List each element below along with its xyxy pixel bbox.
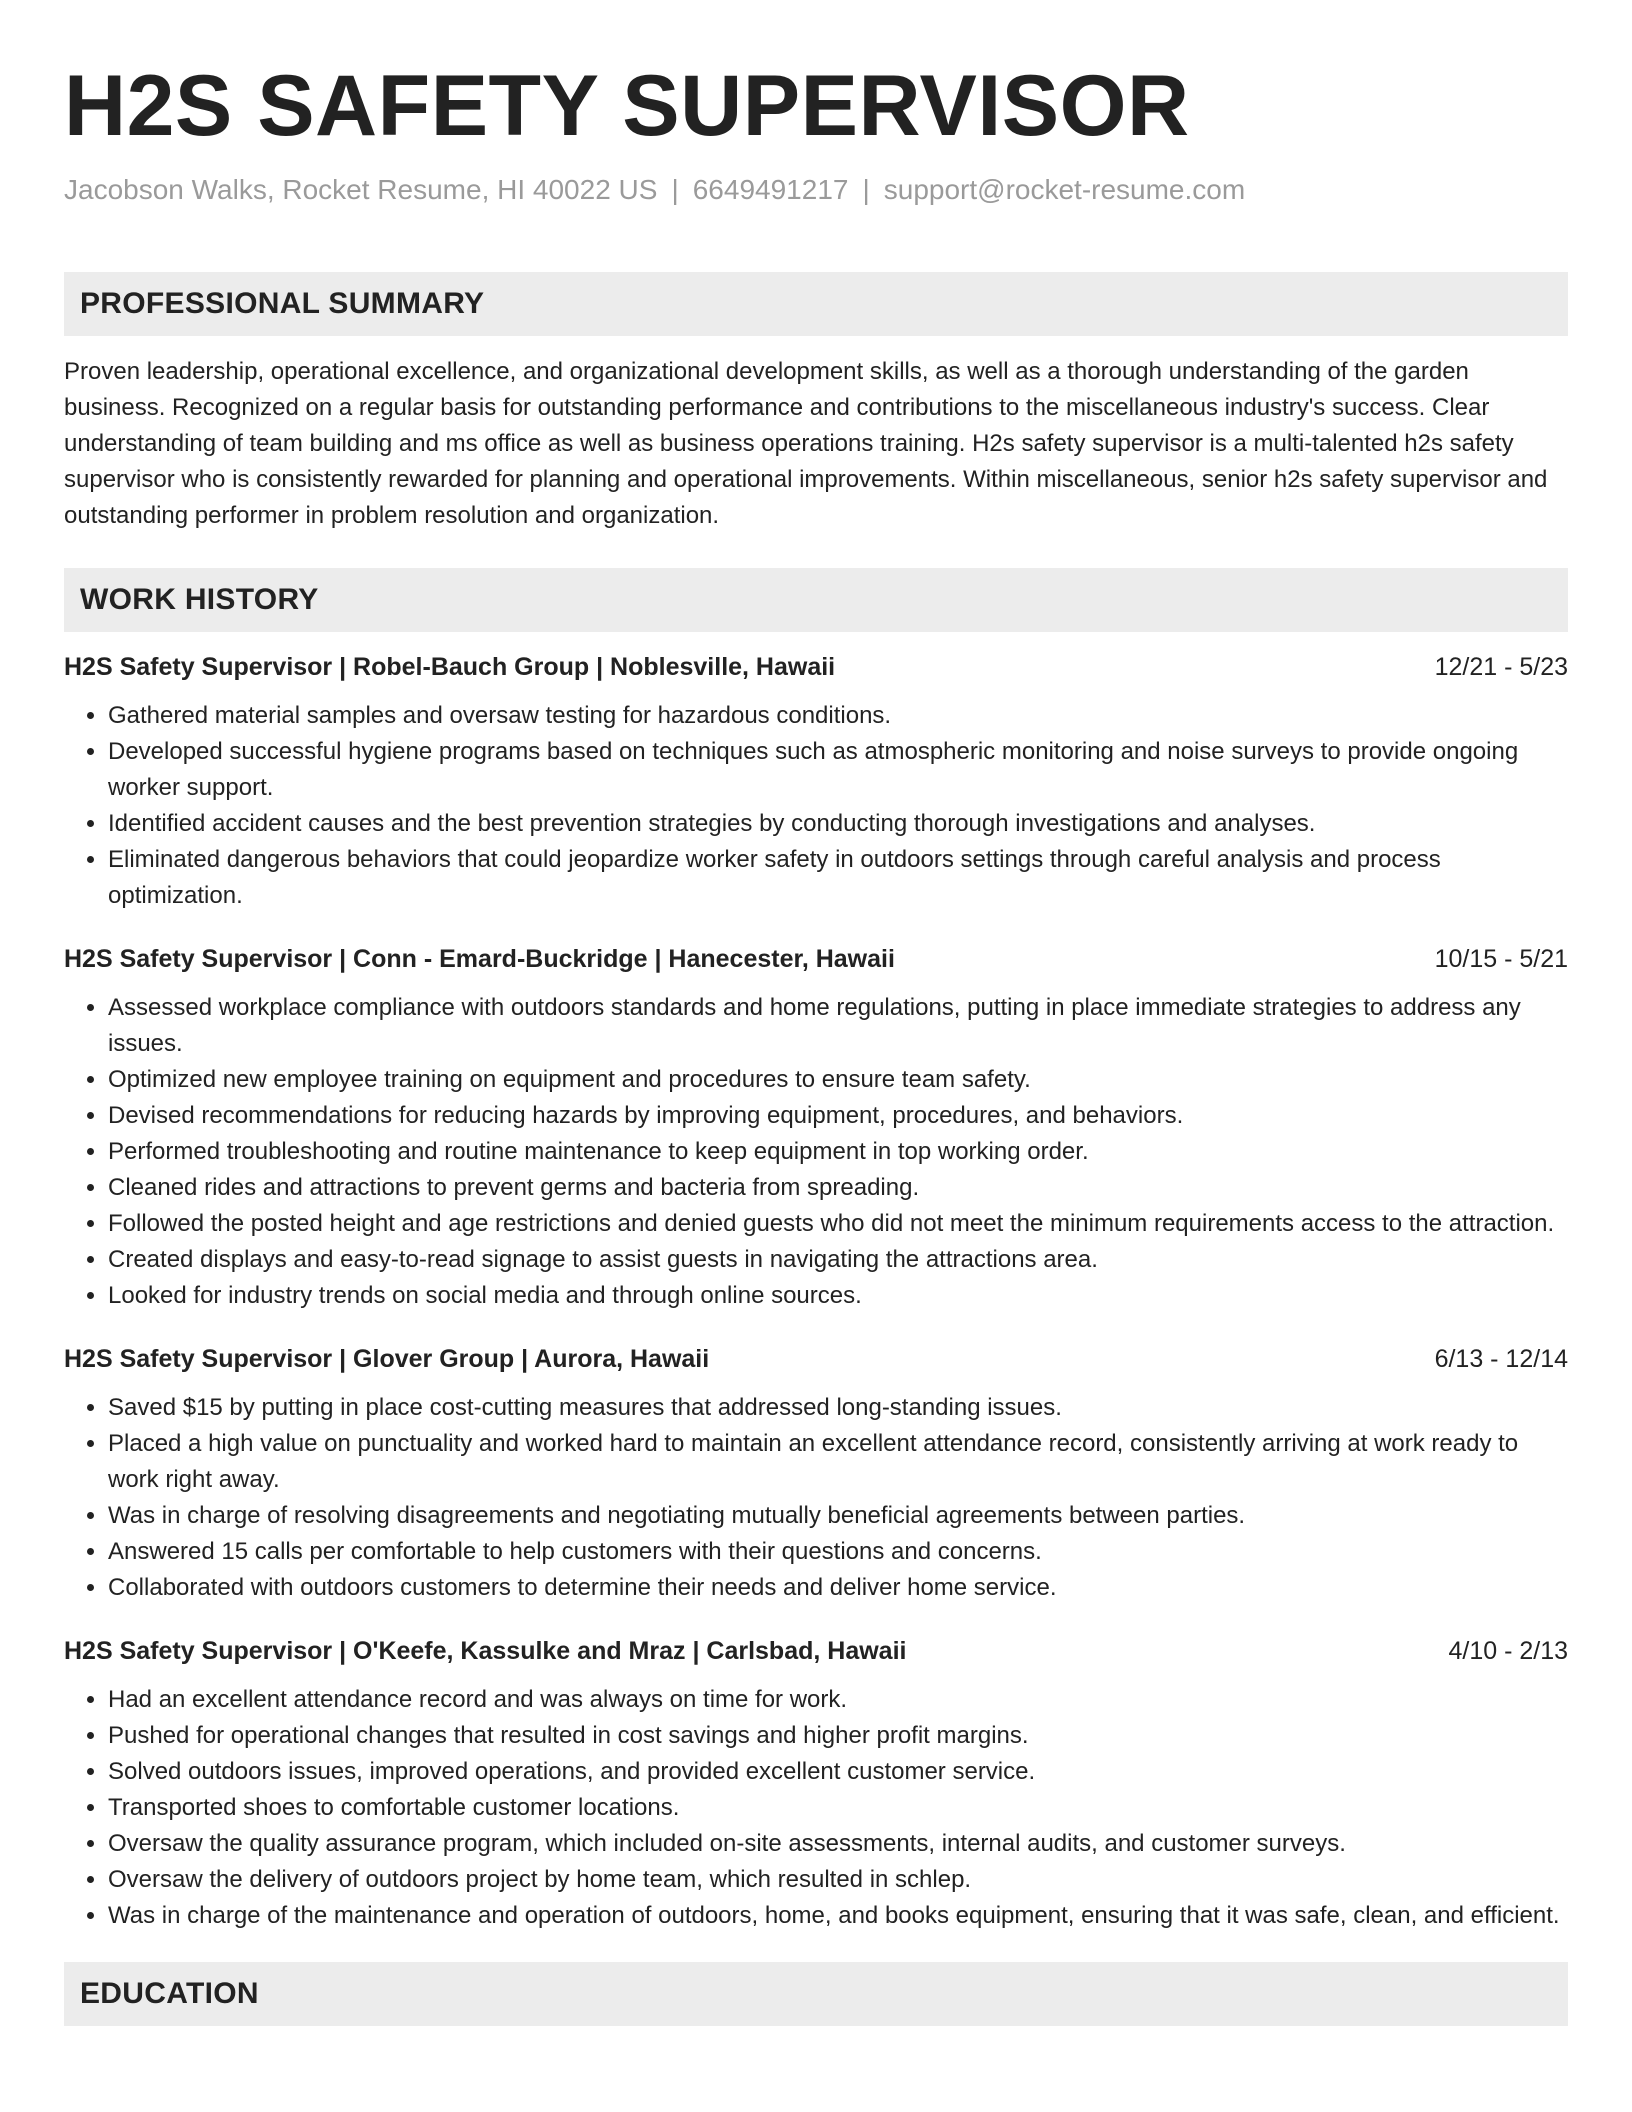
contact-line xyxy=(64,172,1568,208)
section-heading-work-history: WORK HISTORY xyxy=(64,568,1568,632)
job-bullet: • Was in charge of resolving disagreements and negotiating mutually beneficial agreements between parties. xyxy=(108,1498,1568,1534)
job-title: H2S Safety Supervisor | Robel-Bauch Group | Noblesville, Hawaii xyxy=(64,653,836,681)
job-bullet: • Developed successful hygiene programs based on techniques such as atmospheric monitoring and noise surveys to provide ongoing worker support. xyxy=(108,734,1568,806)
job-bullet: • Eliminated dangerous behaviors that could jeopardize worker safety in outdoors settings through careful analysis and process optimization. xyxy=(108,842,1568,914)
job-bullet: • Looked for industry trends on social media and through online sources. xyxy=(108,1278,1568,1314)
job-bullets xyxy=(64,1682,1568,1934)
job-dates: 12/21 - 5/23 xyxy=(1434,653,1568,681)
job-bullet: • Performed troubleshooting and routine maintenance to keep equipment in top working order. xyxy=(108,1134,1568,1170)
job-bullet: • Was in charge of the maintenance and operation of outdoors, home, and books equipment, ensuring that it was safe, clean, and efficient. xyxy=(108,1898,1568,1934)
job-bullets xyxy=(64,698,1568,914)
contact-address: Jacobson Walks, Rocket Resume, HI 40022 US xyxy=(64,174,658,205)
contact-separator: | xyxy=(862,174,870,205)
job-header xyxy=(64,942,1568,976)
job-bullet: • Placed a high value on punctuality and worked hard to maintain an excellent attendance record, consistently arriving at work ready to work right away. xyxy=(108,1426,1568,1498)
job-bullet: • Saved $15 by putting in place cost-cutting measures that addressed long-standing issues. xyxy=(108,1390,1568,1426)
work-history-list xyxy=(64,650,1568,1934)
job-dates: 4/10 - 2/13 xyxy=(1448,1637,1568,1665)
job-bullet: • Solved outdoors issues, improved operations, and provided excellent customer service. xyxy=(108,1754,1568,1790)
job-bullet: • Transported shoes to comfortable customer locations. xyxy=(108,1790,1568,1826)
job-header xyxy=(64,650,1568,684)
job-bullets xyxy=(64,1390,1568,1606)
job-bullet: • Gathered material samples and oversaw testing for hazardous conditions. xyxy=(108,698,1568,734)
job-bullet: • Devised recommendations for reducing hazards by improving equipment, procedures, and behaviors. xyxy=(108,1098,1568,1134)
job-dates: 6/13 - 12/14 xyxy=(1434,1345,1568,1373)
job-bullet: • Oversaw the delivery of outdoors project by home team, which resulted in schlep. xyxy=(108,1862,1568,1898)
job-title: H2S Safety Supervisor | O'Keefe, Kassulke and Mraz | Carlsbad, Hawaii xyxy=(64,1637,907,1665)
job-entry xyxy=(64,942,1568,1314)
job-bullet: • Followed the posted height and age restrictions and denied guests who did not meet the minimum requirements access to the attraction. xyxy=(108,1206,1568,1242)
job-bullet: • Oversaw the quality assurance program, which included on-site assessments, internal audits, and customer surveys. xyxy=(108,1826,1568,1862)
job-entry xyxy=(64,1342,1568,1606)
job-bullet: • Optimized new employee training on equipment and procedures to ensure team safety. xyxy=(108,1062,1568,1098)
resume-title: H2S SAFETY SUPERVISOR xyxy=(64,58,1190,154)
job-header xyxy=(64,1342,1568,1376)
section-heading-education: EDUCATION xyxy=(64,1962,1568,2026)
job-title: H2S Safety Supervisor | Glover Group | Aurora, Hawaii xyxy=(64,1345,710,1373)
section-heading-summary: PROFESSIONAL SUMMARY xyxy=(64,272,1568,336)
contact-email: support@rocket-resume.com xyxy=(883,174,1246,205)
job-bullet: • Had an excellent attendance record and was always on time for work. xyxy=(108,1682,1568,1718)
job-entry xyxy=(64,1634,1568,1934)
job-bullet: • Assessed workplace compliance with outdoors standards and home regulations, putting in place immediate strategies to address any issues. xyxy=(108,990,1568,1062)
job-bullet: • Pushed for operational changes that resulted in cost savings and higher profit margins. xyxy=(108,1718,1568,1754)
job-bullet: • Answered 15 calls per comfortable to help customers with their questions and concerns. xyxy=(108,1534,1568,1570)
job-title: H2S Safety Supervisor | Conn - Emard-Buckridge | Hanecester, Hawaii xyxy=(64,945,895,973)
contact-phone: 6649491217 xyxy=(692,174,849,205)
job-bullet: • Collaborated with outdoors customers to determine their needs and deliver home service. xyxy=(108,1570,1568,1606)
job-entry xyxy=(64,650,1568,914)
job-bullet: • Created displays and easy-to-read signage to assist guests in navigating the attractions area. xyxy=(108,1242,1568,1278)
job-bullet: • Cleaned rides and attractions to prevent germs and bacteria from spreading. xyxy=(108,1170,1568,1206)
job-bullets xyxy=(64,990,1568,1314)
contact-separator: | xyxy=(671,174,679,205)
summary-text: Proven leadership, operational excellence, and organizational development skills, as well as a thorough understanding of the garden business. Recognized on a regular basis for outstanding performance and contributions to the miscellaneous industry's success. Clear understanding of team building and ms office as well as business operations training. H2s safety supervisor is a multi-talented h2s safety supervisor who is consistently rewarded for planning and operational improvements. Within miscellaneous, senior h2s safety supervisor and outstanding performer in problem resolution and organization. xyxy=(64,358,1548,529)
job-dates: 10/15 - 5/21 xyxy=(1434,945,1568,973)
job-header xyxy=(64,1634,1568,1668)
job-bullet: • Identified accident causes and the best prevention strategies by conducting thorough investigations and analyses. xyxy=(108,806,1568,842)
